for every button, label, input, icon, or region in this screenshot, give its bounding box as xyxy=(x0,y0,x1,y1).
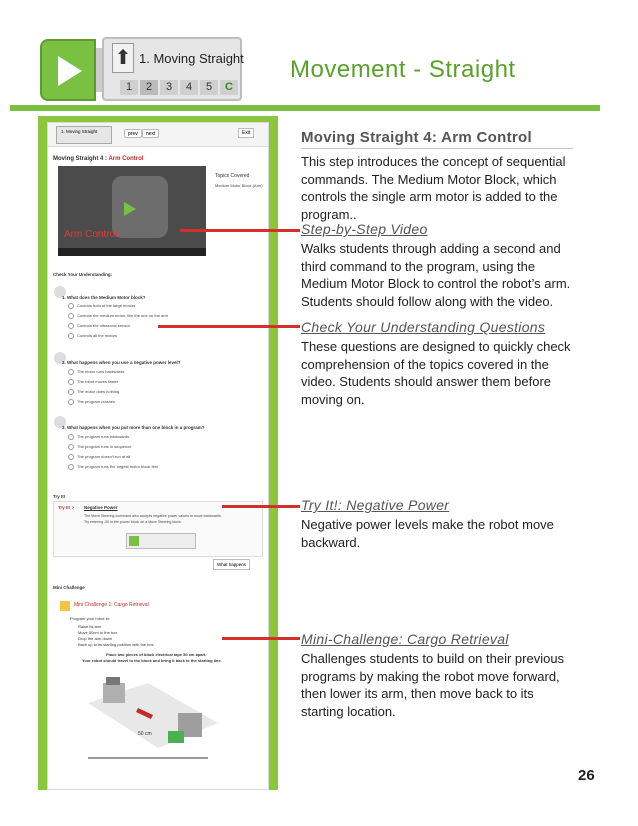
video-controls[interactable] xyxy=(58,248,206,256)
check-heading: Check Your Understanding: xyxy=(53,272,113,277)
mini-step: Back up to its starting position with the box xyxy=(78,642,154,647)
lesson-screenshot xyxy=(47,122,269,790)
pointer-mini xyxy=(222,637,300,640)
topic-item: Medium Motor Block (Arm) xyxy=(215,183,263,188)
pointer-check xyxy=(158,325,300,328)
lesson-block-title: 1. Moving Straight xyxy=(139,51,244,66)
up-arrow-icon: ⬆ xyxy=(112,43,134,73)
challenge-icon xyxy=(60,601,70,611)
robot-rear xyxy=(103,683,125,703)
question-text: 3. What happens when you put more than one block in a program? xyxy=(62,425,205,430)
answer-option[interactable]: Controls the medium motor, like the one on the arm xyxy=(68,313,168,319)
body-mini: Challenges students to build on their previous programs by making the robot move forward, then lower its arm, then move back to its starting location. xyxy=(301,651,565,719)
subheading-tryit: Try It!: Negative Power xyxy=(301,497,450,513)
step-tabs xyxy=(120,80,238,95)
answer-option[interactable]: The program runs in sequence xyxy=(68,444,131,450)
step-tab-challenge[interactable]: C xyxy=(220,80,238,95)
mini-intro: Program your robot to: xyxy=(70,616,111,621)
step-tab[interactable]: 3 xyxy=(160,80,178,95)
screenshot-lesson-tile: 1. Moving Straight xyxy=(56,126,112,144)
video-thumbnail xyxy=(112,176,168,238)
screenshot-heading xyxy=(53,156,143,162)
robot-illustration xyxy=(68,663,228,778)
program-start-block xyxy=(40,39,96,101)
prev-button[interactable]: prev xyxy=(124,129,142,138)
video-play-icon[interactable] xyxy=(124,202,136,216)
mini-step: Move 50cm to the box xyxy=(78,630,118,635)
section-title: Moving Straight 4: Arm Control xyxy=(301,129,532,146)
program-blocks-image xyxy=(126,533,196,549)
answer-option[interactable]: The program runs the largest motor block first xyxy=(68,464,158,470)
tryit-text: The Move Steering command also accepts negative power values to move backwards. xyxy=(84,514,222,518)
subheading-mini: Mini-Challenge: Cargo Retrieval xyxy=(301,631,509,647)
distance-label: 50 cm xyxy=(138,731,152,737)
exit-button[interactable]: Exit xyxy=(238,128,254,138)
mini-note: Your robot should travel to the block and bring it back to the starting line. xyxy=(82,658,222,663)
answer-option[interactable]: Controls the ultrasonic sensor xyxy=(68,323,130,329)
answer-option[interactable]: The program runs backwards xyxy=(68,434,129,440)
answer-option[interactable]: The program doesn't run at all xyxy=(68,454,130,460)
next-button[interactable]: next xyxy=(142,129,159,138)
play-icon xyxy=(58,56,82,86)
tryit-heading: Try It! xyxy=(53,494,66,499)
body-tryit: Negative power levels make the robot move backward. xyxy=(301,517,554,550)
step-tab[interactable]: 5 xyxy=(200,80,218,95)
heading-prefix: Moving Straight 4 : xyxy=(53,156,107,162)
tryit-label: Try It! > xyxy=(58,505,75,510)
pointer-tryit xyxy=(222,505,300,508)
answer-option[interactable]: The motor runs backwards xyxy=(68,369,124,375)
header-divider xyxy=(10,105,600,111)
what-happens-button[interactable]: What happens xyxy=(213,559,250,570)
video-player[interactable] xyxy=(58,166,206,256)
video-caption: Arm Control xyxy=(64,229,118,240)
answer-option[interactable]: The motor does nothing xyxy=(68,389,119,395)
answer-option[interactable]: The program crashes xyxy=(68,399,115,405)
question-text: 2. What happens when you use a negative power level? xyxy=(62,360,181,365)
answer-option[interactable]: The robot moves faster xyxy=(68,379,118,385)
mini-challenge-title: Mini Challenge 1: Cargo Retrieval xyxy=(74,602,149,608)
subheading-video: Step-by-Step Video xyxy=(301,221,428,237)
question-text: 1. What does the Medium Motor block? xyxy=(62,295,146,300)
title-rule xyxy=(301,148,573,149)
mini-step: Drop the arm down xyxy=(78,636,113,641)
step-tab[interactable]: 2 xyxy=(140,80,158,95)
mini-step: Raise its arm xyxy=(78,624,102,629)
answer-option[interactable]: Controls all the motors xyxy=(68,333,117,339)
mini-challenge-heading: Mini Challenge xyxy=(53,585,85,590)
robot-top xyxy=(106,677,120,685)
answer-option[interactable]: Controls both of the large motors xyxy=(68,303,135,309)
tryit-text: Try entering -50 in the power block on a Move Steering block. xyxy=(84,520,182,524)
page-number: 26 xyxy=(578,767,595,784)
cargo-box xyxy=(168,731,184,743)
step-tab[interactable]: 1 xyxy=(120,80,138,95)
subheading-check: Check Your Understanding Questions xyxy=(301,319,546,335)
page-title: Movement - Straight xyxy=(290,56,516,83)
mini-note: Place two pieces of black electrical tape 50 cm apart. xyxy=(106,652,207,657)
intro-text: This step introduces the concept of sequential commands. The Medium Motor Block, which controls the single arm motor is added to the program.. xyxy=(301,154,566,222)
pointer-video xyxy=(180,229,300,232)
topics-title: Topics Covered xyxy=(215,173,250,179)
tryit-title: Negative Power xyxy=(84,505,118,510)
body-video: Walks students through adding a second and third command to the program, using the Medium Motor Block to control the robot’s arm. Students should follow along with the video. xyxy=(301,241,571,309)
step-tab[interactable]: 4 xyxy=(180,80,198,95)
heading-highlight: Arm Control xyxy=(108,156,144,162)
body-check: These questions are designed to quickly check comprehension of the topics covered in the video. Students should answer them before moving on. xyxy=(301,339,571,407)
